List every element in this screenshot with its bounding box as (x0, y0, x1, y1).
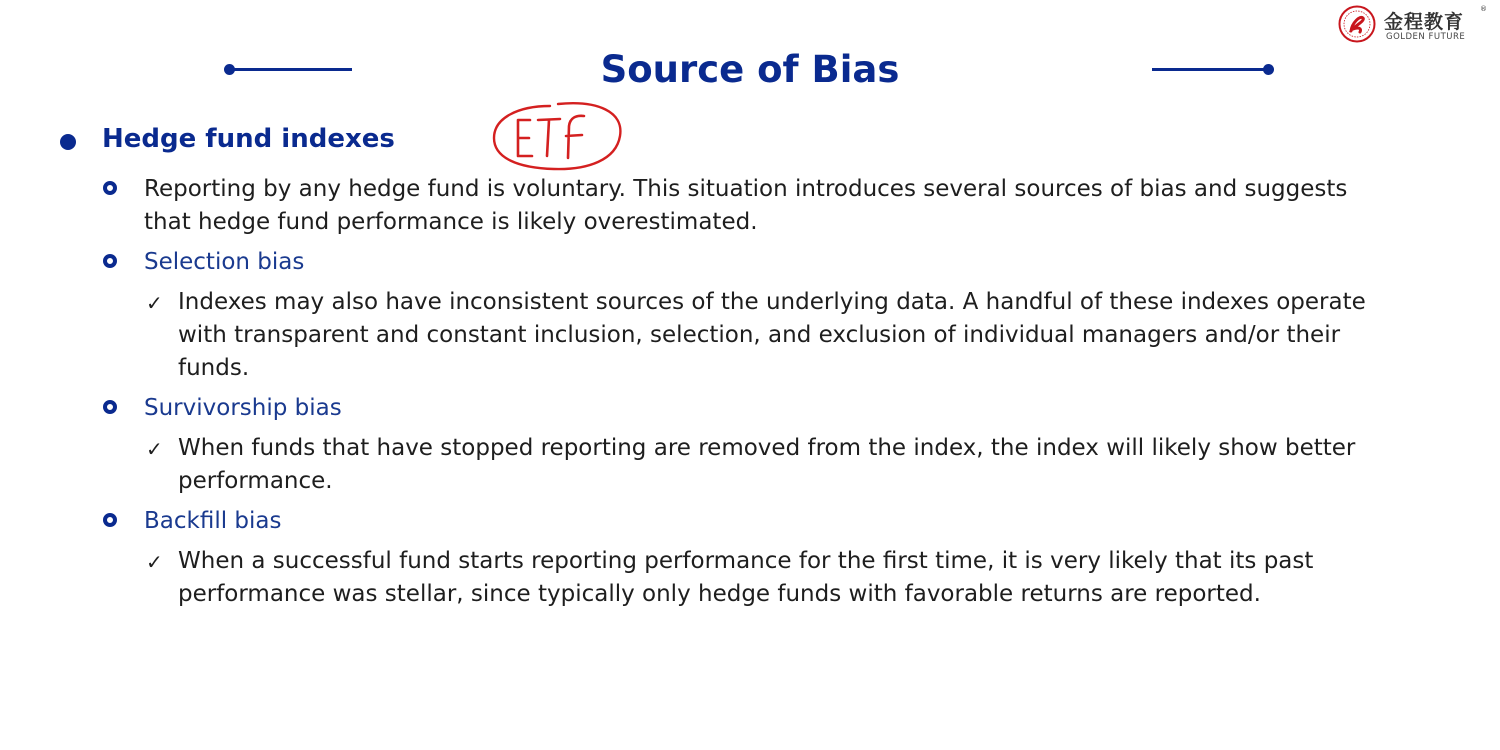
selection-bias-bullet-icon (103, 254, 117, 268)
intro-bullet-icon (103, 181, 117, 195)
selection-bias-label: Selection bias (144, 249, 305, 275)
backfill-bias-detail-line: performance was stellar, since typically only hedge funds with favorable returns are reported. (178, 581, 1261, 607)
survivorship-bias-detail-line: When funds that have stopped reporting are removed from the index, the index will likely show better (178, 435, 1356, 461)
logo-seal-icon (1338, 5, 1376, 43)
survivorship-bias-bullet-icon (103, 400, 117, 414)
registered-mark: ® (1480, 5, 1487, 13)
etf-handwritten-annotation (488, 98, 628, 174)
heading-bullet-icon (60, 134, 76, 150)
backfill-bias-detail-line: When a successful fund starts reporting performance for the first time, it is very likely that its past (178, 548, 1314, 574)
section-heading: Hedge fund indexes (102, 124, 395, 154)
logo-name-english: GOLDEN FUTURE (1386, 32, 1466, 42)
logo-name-chinese: 金程教育 (1384, 11, 1465, 33)
checkmark-icon: ✓ (146, 437, 163, 461)
title-rule-right (1152, 68, 1270, 71)
selection-bias-detail-line: with transparent and constant inclusion, selection, and exclusion of individual managers and/or their (178, 322, 1341, 348)
survivorship-bias-detail-line: performance. (178, 468, 333, 494)
checkmark-icon: ✓ (146, 291, 163, 315)
company-logo (1338, 5, 1488, 45)
intro-line: that hedge fund performance is likely overestimated. (144, 209, 758, 235)
selection-bias-detail-line: funds. (178, 355, 250, 381)
slide-title: Source of Bias (600, 48, 900, 91)
checkmark-icon: ✓ (146, 550, 163, 574)
intro-line: Reporting by any hedge fund is voluntary. This situation introduces several sources of bias and suggests (144, 176, 1348, 202)
backfill-bias-bullet-icon (103, 513, 117, 527)
backfill-bias-label: Backfill bias (144, 508, 282, 534)
title-rule-right-dot (1263, 64, 1274, 75)
survivorship-bias-label: Survivorship bias (144, 395, 342, 421)
selection-bias-detail-line: Indexes may also have inconsistent sources of the underlying data. A handful of these indexes operate (178, 289, 1366, 315)
